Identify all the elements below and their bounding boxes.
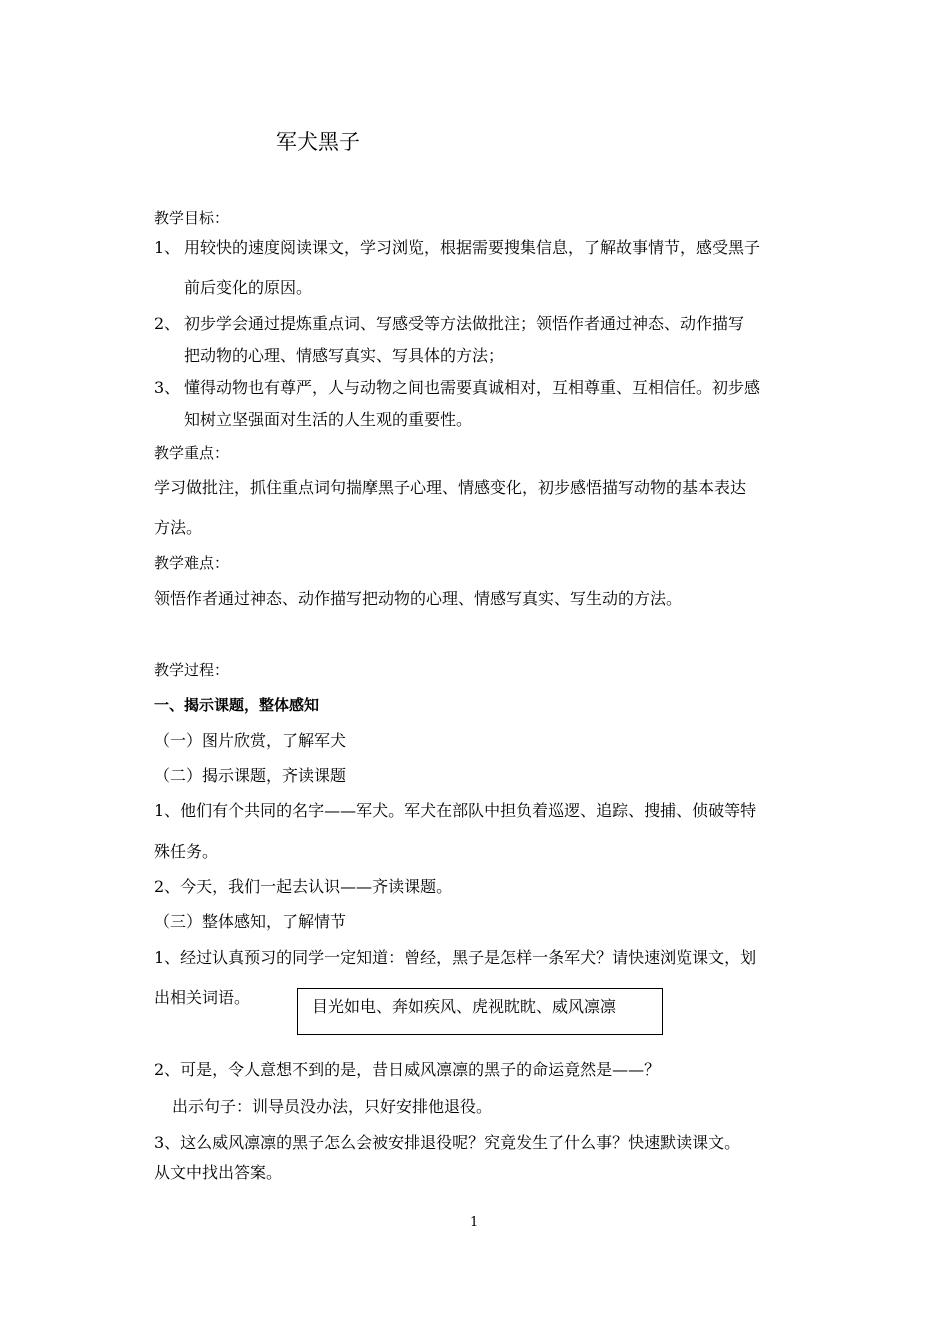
section-1-heading: 一、揭示课题，整体感知 <box>154 696 320 714</box>
objective-1-line1: 用较快的速度阅读课文，学习浏览，根据需要搜集信息，了解故事情节，感受黑子 <box>184 238 761 257</box>
document-title: 军犬黑子 <box>276 130 360 154</box>
key-points-heading: 教学重点： <box>154 444 230 462</box>
objective-2-line1: 初步学会通过提炼重点词、写感受等方法做批注；领悟作者通过神态、动作描写 <box>184 314 745 333</box>
objective-2-line2: 把动物的心理、情感写真实、写具体的方法； <box>184 346 505 365</box>
difficulties-line1: 领悟作者通过神态、动作描写把动物的心理、情感写真实、写生动的方法。 <box>154 589 683 608</box>
objective-3-number: 3、 <box>154 378 181 397</box>
objective-3-line2: 知树立坚强面对生活的人生观的重要性。 <box>184 410 473 429</box>
subsection-1: （一）图片欣赏，了解军犬 <box>154 731 347 750</box>
vocabulary-box-text: 目光如电、奔如疾风、虎视眈眈、威风凛凛 <box>312 997 617 1016</box>
paragraph-5-line1: 3、这么威风凛凛的黑子怎么会被安排退役呢？究竟发生了什么事？快速默读课文。 <box>154 1133 741 1152</box>
paragraph-2: 2、今天，我们一起去认识——齐读课题。 <box>154 877 453 896</box>
objective-1-number: 1、 <box>154 238 181 257</box>
difficulties-heading: 教学难点： <box>154 554 230 572</box>
paragraph-4: 2、可是，令人意想不到的是，昔日威风凛凛的黑子的命运竟然是——？ <box>154 1060 661 1079</box>
paragraph-3-line1: 1、经过认真预习的同学一定知道：曾经，黑子是怎样一条军犬？请快速浏览课文，划 <box>154 948 757 967</box>
objective-1-line2: 前后变化的原因。 <box>184 278 313 297</box>
subsection-3: （三）整体感知，了解情节 <box>154 912 347 931</box>
objective-2-number: 2、 <box>154 314 181 333</box>
vocabulary-box <box>297 988 663 1035</box>
process-heading: 教学过程： <box>154 661 230 679</box>
page-number: 1 <box>470 1215 479 1230</box>
objective-3-line1: 懂得动物也有尊严，人与动物之间也需要真诚相对，互相尊重、互相信任。初步感 <box>184 378 761 397</box>
subsection-2: （二）揭示课题，齐读课题 <box>154 766 347 785</box>
paragraph-5-line2: 从文中找出答案。 <box>154 1163 283 1182</box>
key-points-line2: 方法。 <box>154 518 203 537</box>
objectives-heading: 教学目标： <box>154 209 230 227</box>
paragraph-1-line1: 1、他们有个共同的名字——军犬。军犬在部队中担负着巡逻、追踪、搜捕、侦破等特 <box>154 801 757 820</box>
paragraph-1-line2: 殊任务。 <box>154 842 219 861</box>
paragraph-3-line2: 出相关词语。 <box>154 988 251 1007</box>
paragraph-4-sentence: 出示句子：训导员没办法，只好安排他退役。 <box>172 1097 493 1116</box>
key-points-line1: 学习做批注，抓住重点词句揣摩黑子心理、情感变化，初步感悟描写动物的基本表达 <box>154 478 747 497</box>
